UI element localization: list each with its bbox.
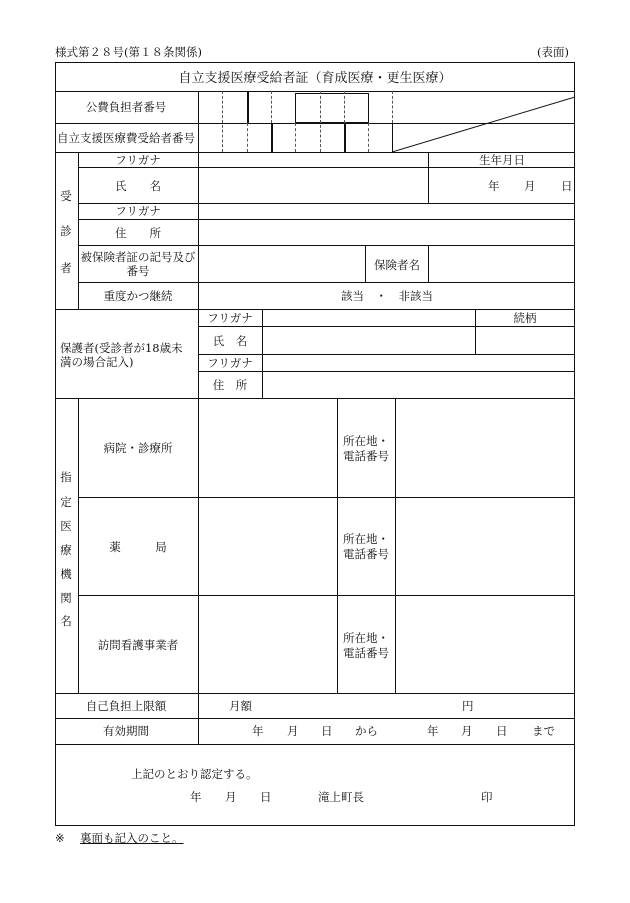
rule xyxy=(78,595,575,596)
rule xyxy=(198,326,575,327)
footnote-text: 裏面も記入のこと。 xyxy=(80,831,184,845)
rule xyxy=(55,309,575,310)
severe-continuing-label: 重度かつ継続 xyxy=(103,289,173,303)
certification-text: 上記のとおり認定する。 xyxy=(131,767,258,781)
rule xyxy=(78,398,79,693)
facility-label-5: 機 xyxy=(60,567,72,581)
validity-from-day: 日 xyxy=(321,724,333,738)
validity-to-year: 年 xyxy=(427,724,439,738)
digit-divider xyxy=(247,123,248,152)
patient-label-2: 診 xyxy=(60,224,72,238)
facility-label-3: 医 xyxy=(60,519,72,533)
rule xyxy=(78,282,575,283)
facility-label-7: 名 xyxy=(60,614,72,628)
validity-from-month: 月 xyxy=(287,724,299,738)
patient-address-label: 住 所 xyxy=(115,226,161,240)
facility-label-1: 指 xyxy=(60,470,72,484)
nursing-phone-label: 電話番号 xyxy=(343,646,389,660)
facility-label-4: 療 xyxy=(60,543,72,557)
rule xyxy=(78,219,575,220)
insurance-card-label-2: 番号 xyxy=(126,264,150,278)
cert-day: 日 xyxy=(260,790,272,804)
hospital-label: 病院・診療所 xyxy=(103,441,173,455)
diagonal-strike xyxy=(392,91,575,152)
monthly-label: 月額 xyxy=(229,699,252,713)
digit-divider xyxy=(320,91,321,152)
validity-to-day: 日 xyxy=(496,724,508,738)
digit-divider xyxy=(344,91,345,123)
relationship-label: 続柄 xyxy=(513,311,537,325)
payer-check-box xyxy=(295,93,369,123)
guardian-furigana-label: フリガナ xyxy=(207,311,253,325)
patient-label-1: 受 xyxy=(60,189,72,203)
home-nursing-label: 訪問看護事業者 xyxy=(97,638,179,652)
guardian-address-label: 住 所 xyxy=(212,378,248,392)
validity-from-year: 年 xyxy=(252,724,264,738)
facility-label-2: 定 xyxy=(60,495,72,509)
digit-divider xyxy=(271,91,272,123)
rule xyxy=(78,245,575,246)
guardian-label-2: 満の場合記入) xyxy=(60,355,134,369)
insurance-card-label: 被保険者証の記号及び xyxy=(80,250,196,264)
certificate-title: 自立支援医療受給者証（育成医療・更生医療） xyxy=(178,71,452,86)
recipient-number-label: 自立支援医療費受給者番号 xyxy=(57,131,195,145)
payer-number-label: 公費負担者番号 xyxy=(85,100,167,114)
dob-label: 生年月日 xyxy=(479,153,525,167)
seal-mark: 印 xyxy=(481,790,493,804)
digit-divider xyxy=(368,123,369,152)
rule xyxy=(428,245,429,282)
mayor-title: 滝上町長 xyxy=(318,790,364,804)
rule xyxy=(262,309,263,398)
rule xyxy=(55,718,575,719)
rule xyxy=(198,354,575,355)
validity-to-month: 月 xyxy=(461,724,473,738)
rule xyxy=(428,152,429,203)
patient-label-3: 者 xyxy=(60,261,72,275)
validity-from-word: から xyxy=(355,724,378,738)
digit-divider xyxy=(222,91,223,152)
hospital-phone-label: 電話番号 xyxy=(343,449,389,463)
validity-until-word: まで xyxy=(532,724,555,738)
cert-year: 年 xyxy=(190,790,202,804)
guardian-label: 保護者(受診者が18歳未 xyxy=(60,341,183,355)
dob-day: 日 xyxy=(561,179,573,193)
side-label: (表面) xyxy=(537,45,569,59)
rule xyxy=(55,744,575,745)
rule xyxy=(78,152,79,309)
digit-divider xyxy=(295,123,296,152)
facility-label-6: 関 xyxy=(60,591,72,605)
dob-month: 月 xyxy=(524,179,536,193)
hospital-location-label: 所在地・ xyxy=(343,434,389,448)
pharmacy-location-label: 所在地・ xyxy=(343,532,389,546)
validity-label: 有効期間 xyxy=(103,724,149,738)
rule xyxy=(55,693,575,694)
pharmacy-phone-label: 電話番号 xyxy=(343,547,389,561)
digit-divider xyxy=(247,91,249,123)
patient-furigana2-label: フリガナ xyxy=(115,204,161,218)
copay-limit-label: 自己負担上限額 xyxy=(85,699,167,713)
patient-furigana-label: フリガナ xyxy=(115,153,161,167)
form-number: 様式第２８号(第１８条関係) xyxy=(55,45,202,59)
dob-year: 年 xyxy=(488,179,500,193)
digit-divider xyxy=(271,123,273,152)
yen-label: 円 xyxy=(462,699,474,713)
rule xyxy=(198,371,575,372)
cert-month: 月 xyxy=(225,790,237,804)
rule xyxy=(55,398,575,399)
digit-divider xyxy=(344,123,346,152)
guardian-name-label: 氏 名 xyxy=(212,334,248,348)
patient-name-label: 氏 名 xyxy=(115,179,161,193)
rule xyxy=(198,91,199,744)
pharmacy-label: 薬 局 xyxy=(109,540,167,554)
rule xyxy=(395,398,396,693)
rule xyxy=(337,398,338,693)
guardian-furigana2-label: フリガナ xyxy=(207,356,253,370)
rule xyxy=(78,497,575,498)
rule xyxy=(78,167,575,168)
insurer-name-label: 保険者名 xyxy=(374,258,420,272)
footnote-mark: ※ xyxy=(55,831,65,845)
rule xyxy=(365,245,366,282)
severe-continuing-value: 該当 ・ 非該当 xyxy=(341,289,433,303)
nursing-location-label: 所在地・ xyxy=(343,631,389,645)
rule xyxy=(475,309,476,354)
